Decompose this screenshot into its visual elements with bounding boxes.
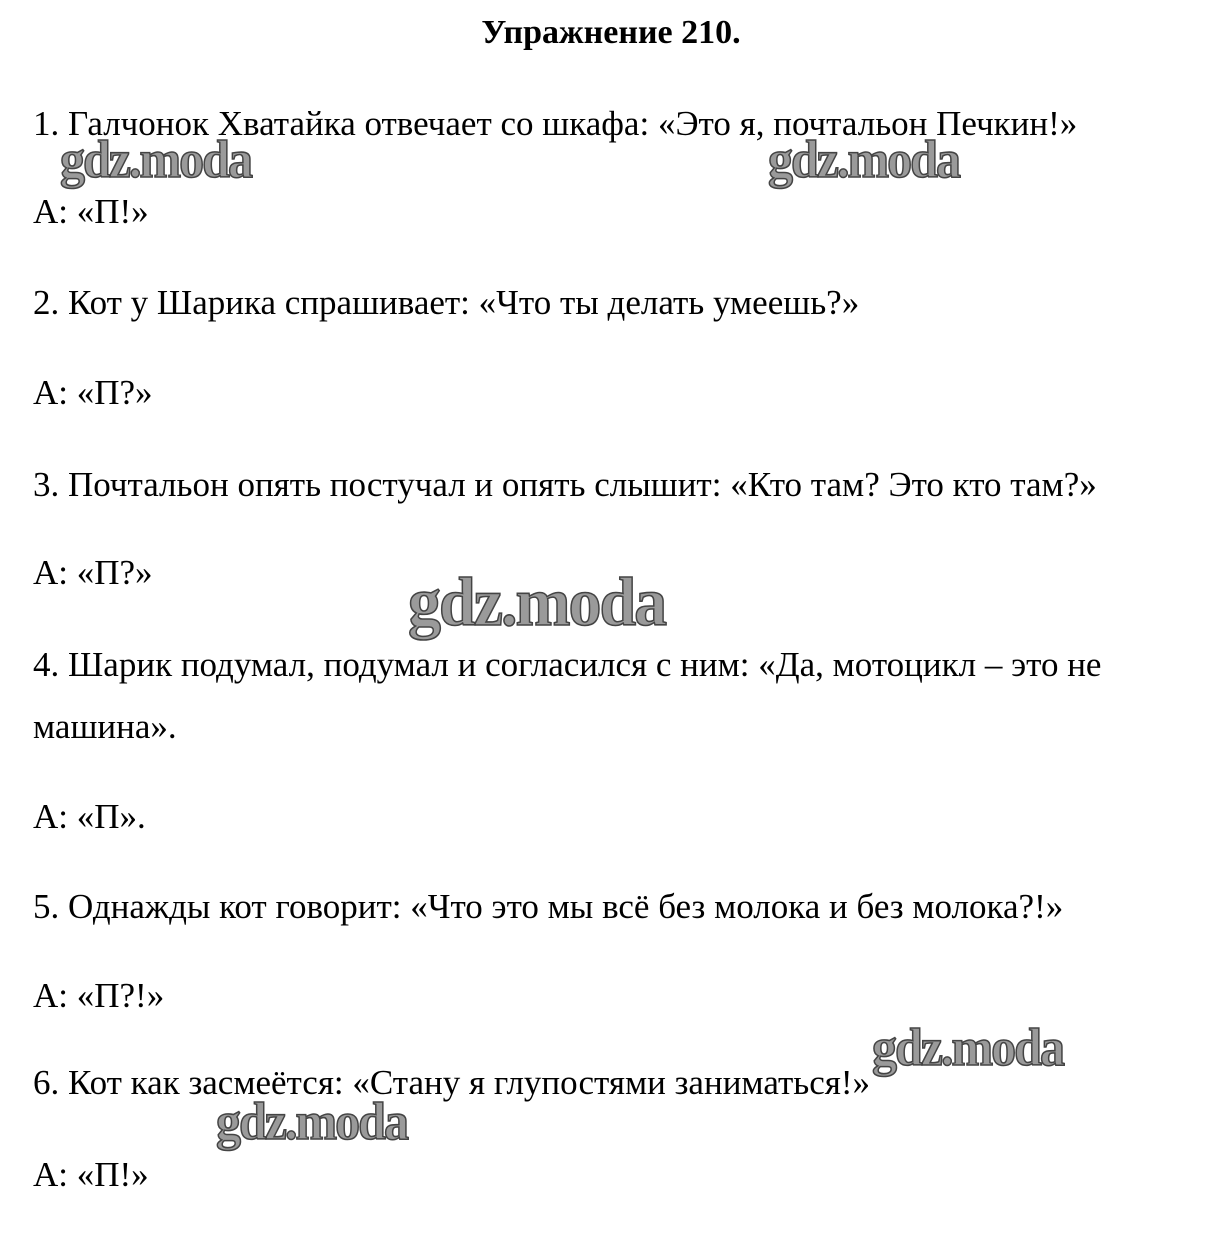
- sentence-4: 4. Шарик подумал, подумал и согласился с ним: «Да, мотоцикл – это не: [33, 645, 1102, 684]
- watermark: gdz.moda: [872, 1017, 1063, 1077]
- sentence-2: 2. Кот у Шарика спрашивает: «Что ты делать умеешь?»: [33, 283, 860, 322]
- sentence-6: 6. Кот как засмеётся: «Стану я глупостями заниматься!»: [33, 1063, 871, 1102]
- sentence-3: 3. Почтальон опять постучал и опять слышит: «Кто там? Это кто там?»: [33, 465, 1097, 504]
- sentence-4-continued: машина».: [33, 707, 177, 746]
- answer-5: А: «П?!»: [33, 976, 165, 1015]
- answer-4: А: «П».: [33, 797, 146, 836]
- answer-1: А: «П!»: [33, 192, 149, 231]
- watermark: gdz.moda: [60, 129, 251, 189]
- sentence-5: 5. Однажды кот говорит: «Что это мы всё без молока и без молока?!»: [33, 887, 1064, 926]
- exercise-title: Упражнение 210.: [481, 14, 741, 51]
- watermark: gdz.moda: [768, 129, 959, 189]
- answer-3: А: «П?»: [33, 553, 153, 592]
- answer-6: А: «П!»: [33, 1155, 149, 1194]
- watermark: gdz.moda: [216, 1091, 407, 1151]
- watermark: gdz.moda: [408, 564, 666, 641]
- answer-2: А: «П?»: [33, 373, 153, 412]
- sentence-1: 1. Галчонок Хватайка отвечает со шкафа: «Это я, почтальон Печкин!»: [33, 104, 1078, 143]
